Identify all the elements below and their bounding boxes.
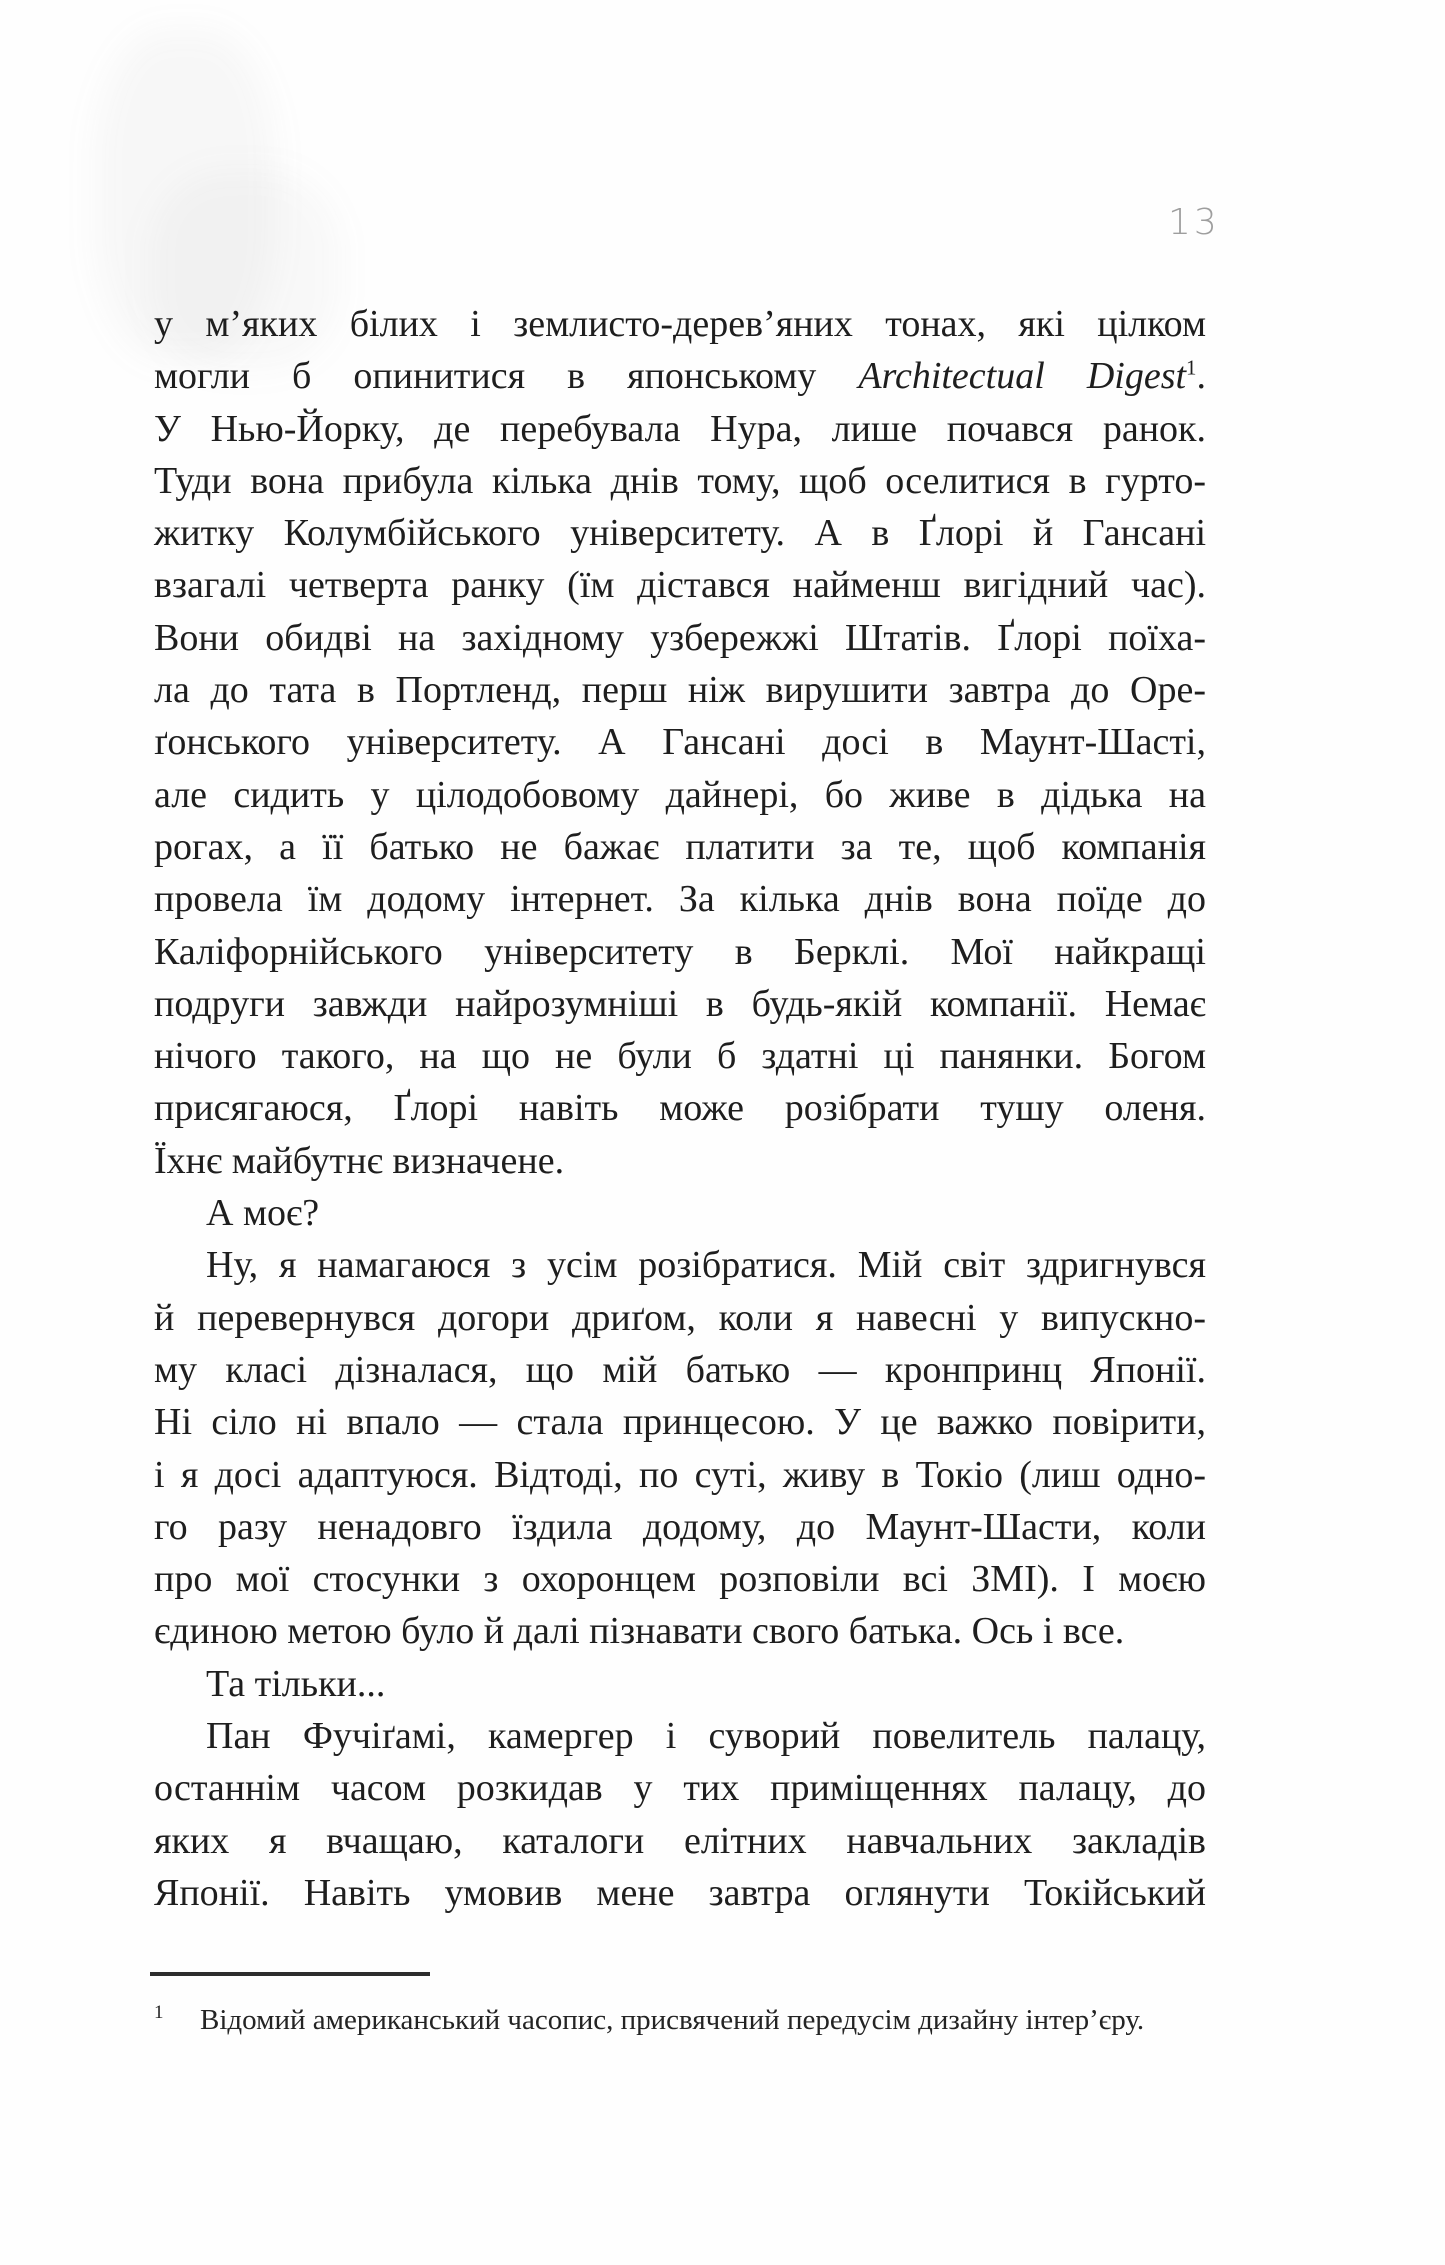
text-line xyxy=(154,1605,1206,1657)
text-line xyxy=(154,1082,1206,1134)
footnote-text: Відомий американський часопис, присвячений передусім дизайну інтер’єру. xyxy=(200,2004,1145,2036)
text-segment: Японії. Навіть умовив мене завтра оглянути Токійський xyxy=(154,1871,1206,1914)
text-line xyxy=(154,1762,1206,1814)
text-line xyxy=(154,926,1206,978)
text-line xyxy=(154,716,1206,768)
text-line xyxy=(154,507,1206,559)
text-segment: єдиною метою було й далі пізнавати свого батька. Ось і все. xyxy=(154,1610,1125,1653)
footnote-separator xyxy=(150,1972,430,1976)
text-line xyxy=(154,1135,1206,1187)
text-segment: А моє? xyxy=(206,1192,320,1235)
text-segment: го разу ненадовго їздила додому, до Маунт-Шасти, коли xyxy=(154,1505,1206,1548)
text-line xyxy=(154,559,1206,611)
text-segment: Каліфорнійського університету в Берклі. Мої найкращі xyxy=(154,930,1206,973)
text-line xyxy=(154,664,1206,716)
text-segment: присягаюся, Ґлорі навіть може розібрати тушу оленя. xyxy=(154,1087,1206,1130)
text-segment: про мої стосунки з охоронцем розповіли всі ЗМІ). І моєю xyxy=(154,1558,1206,1601)
text-line xyxy=(154,1501,1206,1553)
text-line xyxy=(154,1292,1206,1344)
text-line xyxy=(154,403,1206,455)
text-segment: Ну, я намагаюся з усім розібратися. Мій світ здригнувся xyxy=(206,1244,1206,1287)
text-line xyxy=(154,1553,1206,1605)
text-segment: Туди вона прибула кілька днів тому, щоб оселитися в гурто- xyxy=(154,459,1206,502)
text-line xyxy=(154,873,1206,925)
text-segment: Пан Фучіґамі, камергер і суворий повелитель палацу, xyxy=(206,1715,1206,1758)
text-segment: у м’яких білих і землисто-дерев’яних тонах, які цілком xyxy=(154,303,1206,345)
text-line xyxy=(154,1710,1206,1762)
text-line xyxy=(154,1396,1206,1448)
text-segment: взагалі четверта ранку (їм дістався найменш вигідний час). xyxy=(154,564,1206,607)
text-line xyxy=(154,821,1206,873)
text-line xyxy=(154,1658,1206,1710)
text-segment: Вони обидві на західному узбережжі Штатів. Ґлорі поїха- xyxy=(154,616,1206,659)
text-line xyxy=(154,350,1206,402)
text-line xyxy=(154,298,1206,350)
text-line xyxy=(154,1344,1206,1396)
text-segment: й перевернувся догори дриґом, коли я навесні у випускно- xyxy=(154,1296,1206,1339)
text-line xyxy=(154,1187,1206,1239)
text-segment: останнім часом розкидав у тих приміщеннях палацу, до xyxy=(154,1767,1206,1810)
text-segment: яких я вчащаю, каталоги елітних навчальних закладів xyxy=(154,1819,1206,1862)
text-segment: ла до тата в Портленд, перш ніж вирушити завтра до Оре- xyxy=(154,669,1206,712)
text-segment: житку Колумбійського університету. А в Ґлорі й Гансані xyxy=(154,512,1206,555)
text-segment: нічого такого, на що не були б здатні ці панянки. Богом xyxy=(154,1035,1206,1078)
text-line xyxy=(154,1030,1206,1082)
text-segment: могли б опинитися в японському xyxy=(154,355,859,398)
footnote-reference: 1 xyxy=(1186,355,1197,380)
text-segment: му класі дізналася, що мій батько — кронпринц Японії. xyxy=(154,1348,1206,1391)
body-text xyxy=(154,298,1206,1919)
text-segment: ґонського університету. А Гансані досі в Маунт-Шасті, xyxy=(154,721,1206,764)
text-segment: . xyxy=(1196,355,1206,398)
italic-text: Architectual Digest xyxy=(858,355,1187,398)
text-line xyxy=(154,1239,1206,1291)
text-line xyxy=(154,455,1206,507)
text-segment: провела їм додому інтернет. За кілька днів вона поїде до xyxy=(154,878,1206,921)
text-segment: рогах, а її батько не бажає платити за те, щоб компанія xyxy=(154,825,1206,868)
text-segment: Та тільки... xyxy=(206,1662,386,1705)
text-segment: Ні сіло ні впало — стала принцесою. У це важко повірити, xyxy=(154,1401,1206,1444)
text-line xyxy=(154,1867,1206,1919)
text-segment: подруги завжди найрозумніші в будь-якій компанії. Немає xyxy=(154,982,1206,1025)
text-line xyxy=(154,1815,1206,1867)
text-segment: У Нью-Йорку, де перебувала Нура, лише почався ранок. xyxy=(154,407,1206,450)
text-line xyxy=(154,612,1206,664)
text-line xyxy=(154,769,1206,821)
text-segment: і я досі адаптуюся. Відтоді, по суті, живу в Токіо (лиш одно- xyxy=(154,1453,1206,1496)
text-line xyxy=(154,978,1206,1030)
text-line xyxy=(154,1449,1206,1501)
text-segment: Їхнє майбутнє визначене. xyxy=(154,1139,565,1182)
page-number: 13 xyxy=(1168,202,1220,243)
footnote: 1 Відомий американський часопис, присвячений передусім дизайну інтер’єру. xyxy=(154,2002,1145,2036)
text-segment: але сидить у цілодобовому дайнері, бо живе в дідька на xyxy=(154,773,1206,816)
